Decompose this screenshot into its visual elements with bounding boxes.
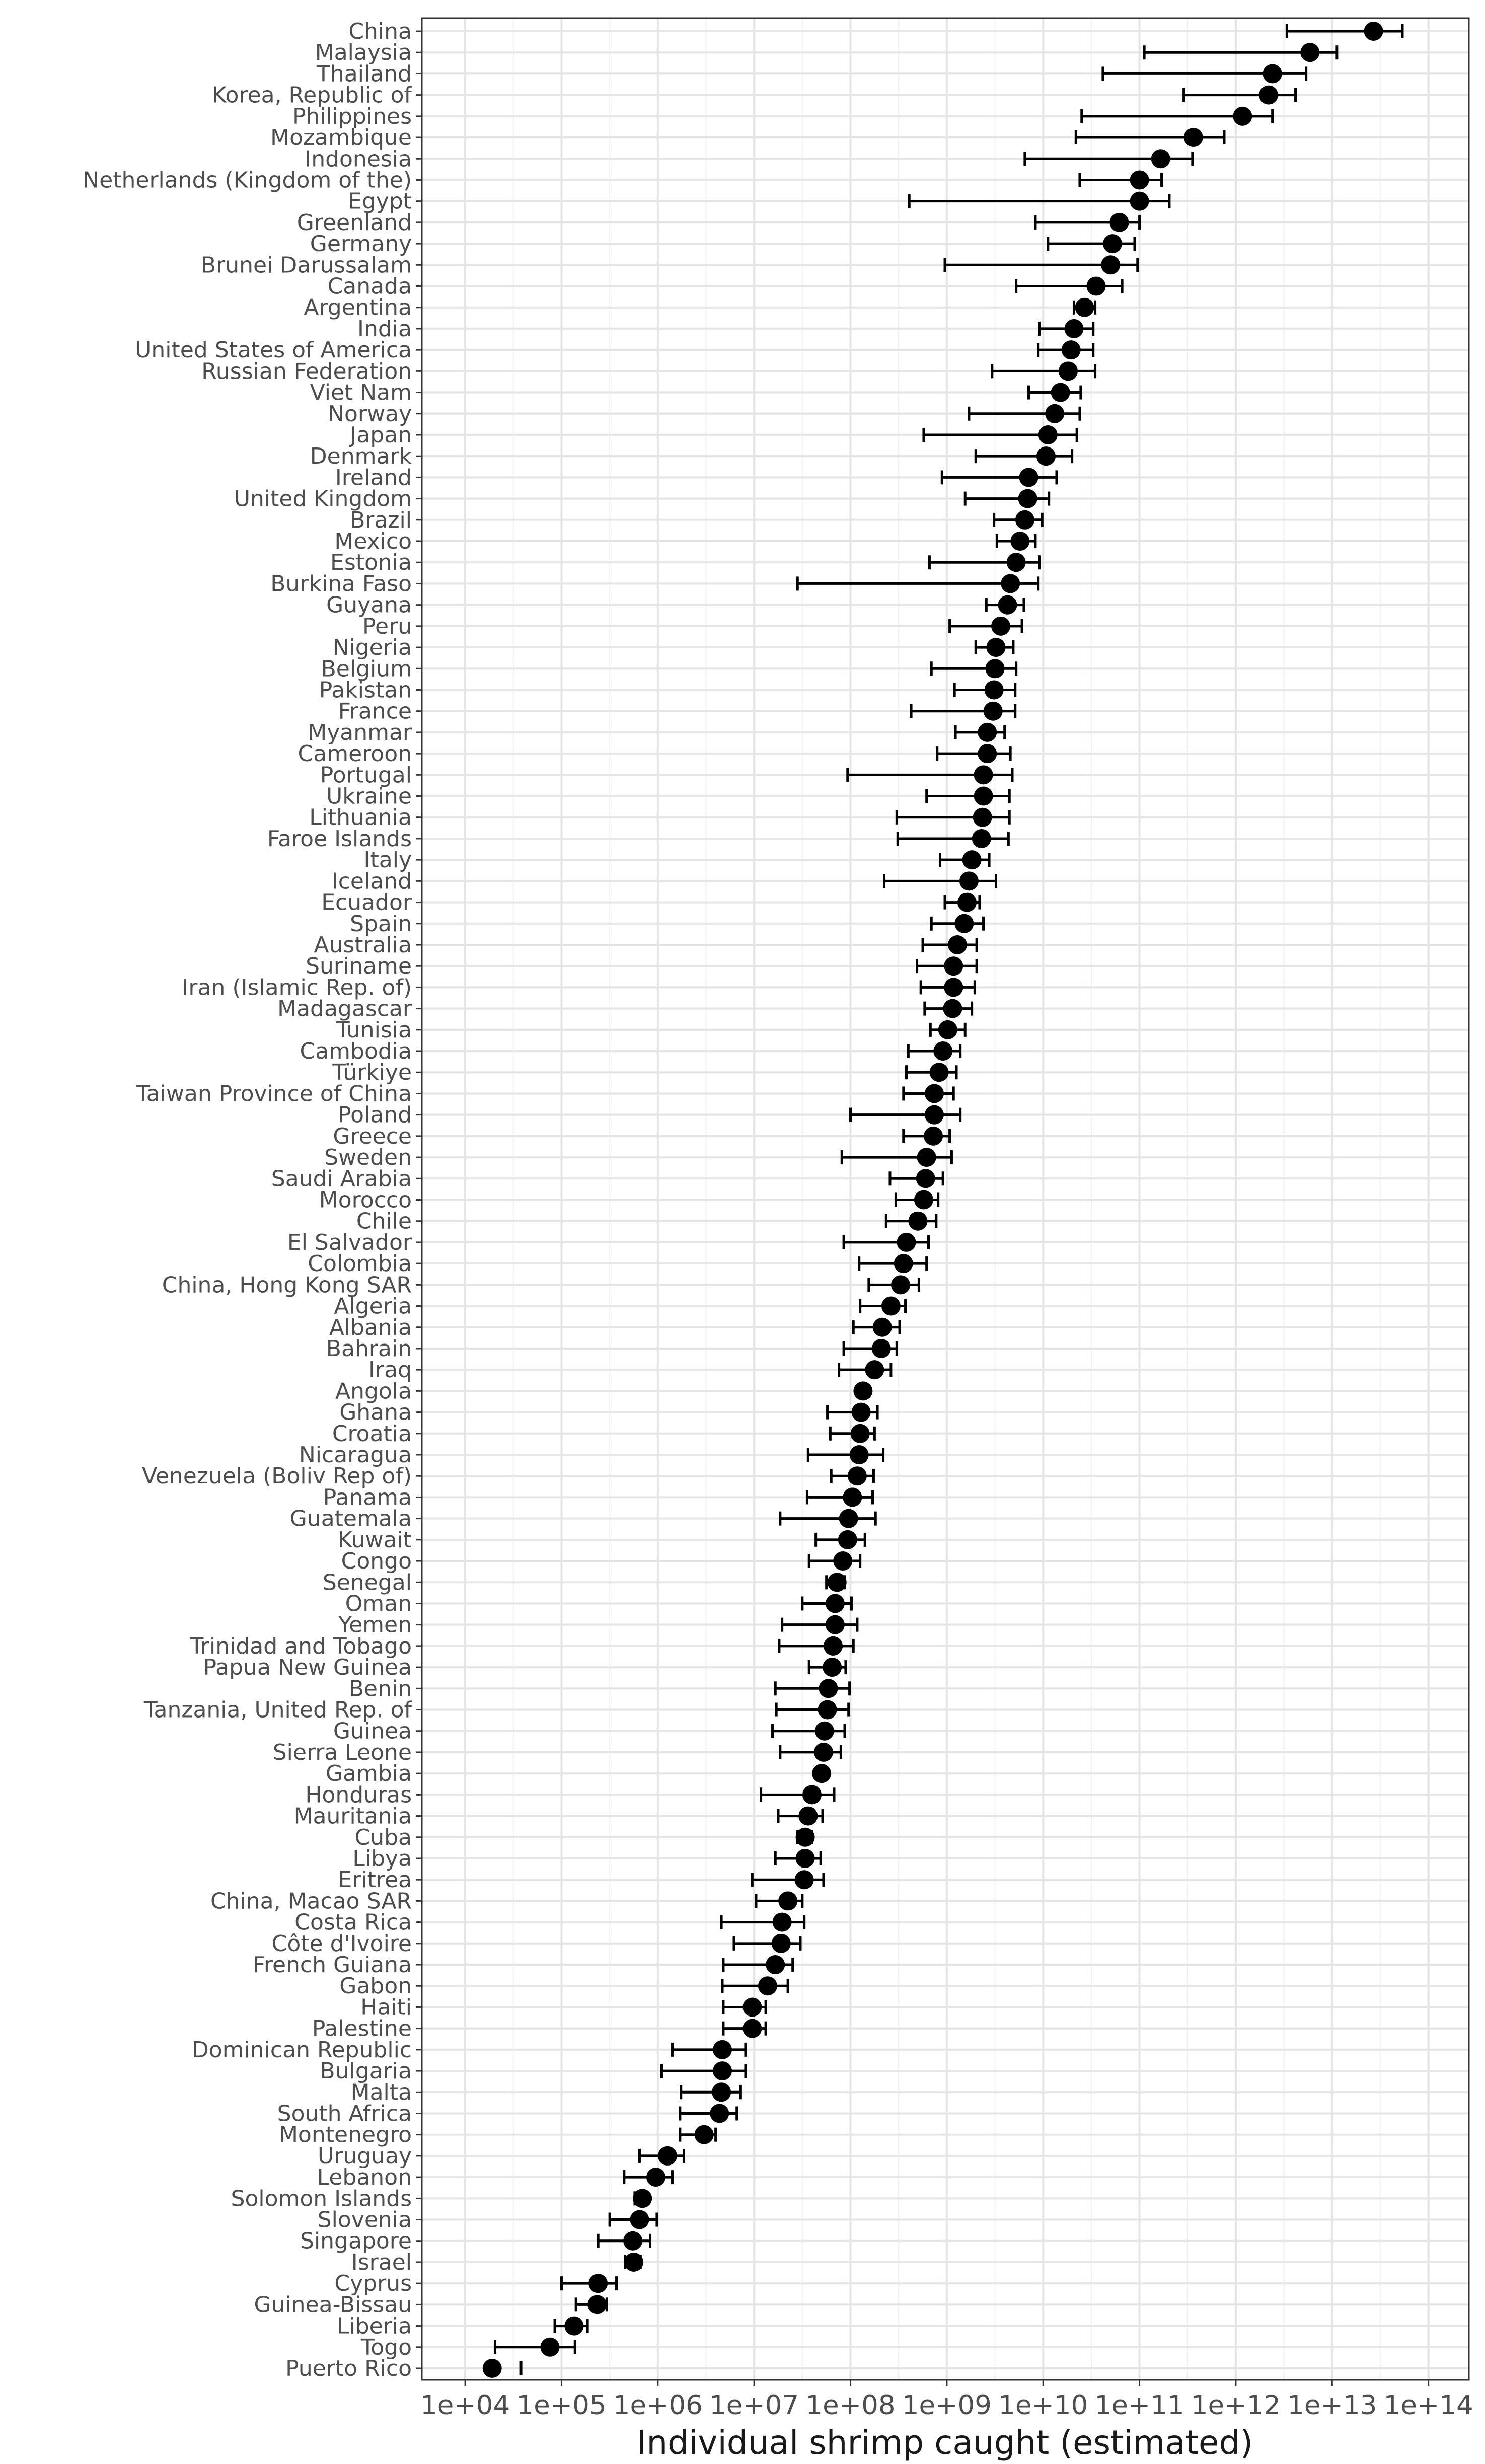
- y-tick-label: Honduras: [305, 1782, 412, 1808]
- y-tick-label: Benin: [348, 1676, 412, 1702]
- y-tick-label: Papua New Guinea: [203, 1655, 412, 1681]
- y-tick-label: Faroe Islands: [267, 826, 412, 852]
- data-point: [1130, 192, 1149, 211]
- y-tick-label: Panama: [323, 1484, 412, 1511]
- data-point: [991, 617, 1010, 636]
- y-tick-label: Puerto Rico: [285, 2356, 412, 2381]
- y-tick-label: Saudi Arabia: [271, 1166, 412, 1192]
- y-tick-label: Nicaragua: [299, 1442, 412, 1468]
- data-point: [587, 2295, 607, 2314]
- data-point: [742, 2019, 762, 2038]
- data-point: [1103, 234, 1122, 253]
- data-point: [796, 1828, 815, 1847]
- data-point: [814, 1743, 833, 1762]
- data-point: [588, 2274, 608, 2293]
- data-point: [959, 871, 979, 890]
- data-point: [633, 2189, 652, 2208]
- y-tick-label: Korea, Republic of: [211, 82, 412, 108]
- data-point: [1300, 43, 1319, 62]
- y-tick-label: Iran (Islamic Rep. of): [182, 975, 412, 1001]
- y-tick-label: Haiti: [360, 1994, 412, 2021]
- data-point: [851, 1424, 870, 1443]
- data-point: [985, 680, 1004, 699]
- data-point: [1259, 86, 1278, 105]
- y-tick-label: Yemen: [338, 1612, 412, 1638]
- y-tick-label: Guinea-Bissau: [254, 2292, 412, 2318]
- data-point: [973, 808, 992, 827]
- data-point: [823, 1658, 842, 1677]
- x-tick-label: 1e+04: [420, 2390, 510, 2421]
- y-tick-label: China: [348, 19, 412, 44]
- y-tick-label: Colombia: [308, 1251, 412, 1277]
- y-tick-label: Madagascar: [277, 996, 412, 1022]
- data-point: [713, 2040, 732, 2059]
- data-point: [1015, 510, 1034, 530]
- data-point: [1233, 107, 1252, 126]
- data-point: [894, 1254, 913, 1273]
- y-tick-label: South Africa: [277, 2101, 412, 2127]
- y-tick-label: Guinea: [333, 1718, 412, 1744]
- y-tick-label: Pakistan: [319, 677, 412, 703]
- data-point: [828, 1573, 847, 1592]
- data-point: [1019, 468, 1038, 487]
- y-tick-label: Mexico: [334, 529, 412, 555]
- y-tick-label: Singapore: [300, 2228, 412, 2254]
- data-point: [712, 2082, 731, 2102]
- data-point: [1263, 64, 1282, 83]
- data-point: [897, 1233, 916, 1252]
- y-tick-label: Cambodia: [300, 1038, 412, 1065]
- y-tick-label: Eritrea: [338, 1867, 412, 1893]
- y-tick-label: Canada: [327, 273, 412, 300]
- data-point: [713, 2061, 732, 2080]
- y-tick-label: Ireland: [335, 465, 412, 491]
- data-point: [944, 956, 963, 976]
- y-tick-label: Greenland: [296, 209, 412, 236]
- y-tick-label: Japan: [350, 422, 412, 448]
- y-tick-label: Burkina Faso: [270, 571, 412, 597]
- data-point: [1109, 213, 1129, 232]
- data-point: [933, 1041, 952, 1061]
- data-point: [848, 1466, 867, 1485]
- x-tick-label: 1e+14: [1383, 2390, 1473, 2421]
- y-tick-label: Belgium: [321, 656, 412, 682]
- y-tick-label: Congo: [341, 1548, 412, 1575]
- y-tick-label: United States of America: [135, 337, 412, 363]
- x-axis-tick-labels: [420, 2390, 1473, 2421]
- y-tick-label: Senegal: [322, 1570, 412, 1596]
- y-tick-label: Côte d'Ivoire: [271, 1930, 412, 1957]
- y-tick-label: Viet Nam: [310, 380, 412, 406]
- data-point: [624, 2253, 643, 2272]
- data-point: [1007, 553, 1026, 572]
- data-point: [843, 1487, 862, 1507]
- data-point: [796, 1849, 815, 1868]
- data-point: [798, 1807, 818, 1826]
- data-point: [938, 1020, 957, 1039]
- data-point: [891, 1275, 910, 1294]
- y-tick-label: Mozambique: [270, 125, 412, 151]
- y-tick-label: Iceland: [331, 868, 412, 894]
- data-point: [1036, 446, 1056, 466]
- y-tick-label: Lithuania: [309, 804, 412, 831]
- y-tick-label: Sierra Leone: [272, 1739, 412, 1765]
- data-point: [1059, 361, 1078, 381]
- y-tick-label: China, Hong Kong SAR: [162, 1272, 412, 1298]
- y-tick-label: Cameroon: [298, 741, 412, 767]
- data-point: [1038, 425, 1058, 444]
- data-point: [872, 1339, 891, 1358]
- data-point: [986, 659, 1005, 678]
- data-point: [838, 1530, 857, 1549]
- data-point: [943, 999, 962, 1018]
- data-point: [623, 2231, 642, 2251]
- y-tick-label: Ukraine: [326, 783, 412, 809]
- y-tick-label: Cyprus: [334, 2271, 412, 2297]
- y-tick-label: China, Macao SAR: [210, 1888, 412, 1914]
- data-point: [839, 1509, 858, 1528]
- data-point: [873, 1318, 892, 1337]
- x-tick-label: 1e+08: [805, 2390, 896, 2421]
- y-tick-label: Italy: [363, 847, 412, 873]
- y-tick-label: Sweden: [324, 1145, 412, 1171]
- x-axis-title: Individual shrimp caught (estimated): [636, 2423, 1253, 2462]
- data-point: [962, 850, 982, 869]
- x-tick-label: 1e+07: [709, 2390, 799, 2421]
- data-point: [925, 1105, 944, 1125]
- y-tick-label: Gambia: [325, 1761, 412, 1787]
- y-tick-label: Denmark: [310, 443, 412, 470]
- y-tick-label: Egypt: [348, 188, 412, 214]
- data-point: [984, 702, 1003, 721]
- data-point: [710, 2104, 729, 2123]
- data-point: [944, 978, 963, 997]
- y-tick-label: Venezuela (Boliv Rep of): [142, 1463, 412, 1489]
- data-point: [795, 1870, 814, 1889]
- data-point: [646, 2168, 665, 2187]
- data-point: [998, 595, 1017, 615]
- y-tick-label: Tunisia: [336, 1017, 412, 1043]
- data-point: [914, 1190, 933, 1210]
- data-point: [742, 1997, 762, 2017]
- y-tick-label: Costa Rica: [294, 1909, 412, 1935]
- y-tick-label: Estonia: [330, 550, 412, 576]
- data-point: [853, 1381, 872, 1400]
- x-tick-label: 1e+05: [516, 2390, 607, 2421]
- y-tick-label: United Kingdom: [234, 486, 412, 512]
- data-point: [850, 1445, 869, 1464]
- data-point: [766, 1955, 785, 1974]
- y-tick-label: El Salvador: [287, 1229, 412, 1255]
- x-tick-label: 1e+11: [1094, 2390, 1184, 2421]
- y-tick-label: Mauritania: [293, 1803, 412, 1829]
- y-tick-label: Angola: [335, 1378, 412, 1404]
- y-tick-label: Thailand: [317, 61, 412, 87]
- data-point: [986, 638, 1005, 657]
- y-tick-label: Palestine: [312, 2015, 412, 2042]
- data-point: [948, 935, 967, 954]
- data-point: [773, 1913, 792, 1932]
- data-point: [815, 1722, 834, 1741]
- data-point: [1130, 170, 1149, 189]
- data-point: [974, 765, 993, 784]
- data-point: [1018, 489, 1037, 508]
- y-tick-label: Libya: [352, 1845, 412, 1872]
- y-tick-label: Liberia: [336, 2313, 412, 2339]
- data-point: [1001, 574, 1020, 593]
- data-point: [564, 2317, 583, 2336]
- data-point: [1064, 319, 1083, 338]
- x-tick-label: 1e+12: [1191, 2390, 1281, 2421]
- data-point: [1051, 383, 1070, 402]
- data-point: [957, 893, 977, 912]
- y-tick-label: Israel: [351, 2249, 412, 2275]
- y-tick-label: Norway: [328, 401, 412, 427]
- data-point: [1184, 128, 1203, 147]
- data-point: [540, 2338, 559, 2357]
- y-tick-label: Tanzania, United Rep. of: [143, 1697, 412, 1723]
- y-tick-label: Argentina: [304, 294, 412, 321]
- data-point: [852, 1403, 871, 1422]
- y-tick-label: Australia: [314, 932, 412, 958]
- y-tick-label: Russian Federation: [201, 358, 412, 385]
- y-tick-label: Oman: [345, 1591, 412, 1617]
- y-tick-label: Myanmar: [308, 719, 412, 745]
- x-tick-label: 1e+13: [1287, 2390, 1377, 2421]
- data-point: [954, 914, 974, 933]
- data-point: [916, 1169, 935, 1188]
- data-point: [826, 1594, 845, 1613]
- y-tick-label: Taiwan Province of China: [136, 1081, 412, 1107]
- data-point: [630, 2210, 649, 2229]
- y-tick-label: Suriname: [306, 953, 412, 980]
- data-point: [974, 787, 993, 806]
- data-point: [812, 1764, 831, 1783]
- y-tick-label: Portugal: [320, 762, 412, 788]
- data-point: [1010, 532, 1029, 551]
- y-tick-label: Trinidad and Tobago: [190, 1633, 412, 1659]
- y-tick-label: Malta: [350, 2079, 412, 2106]
- y-tick-label: Uruguay: [318, 2143, 412, 2169]
- y-tick-label: Nigeria: [332, 635, 412, 661]
- data-point: [658, 2146, 677, 2166]
- data-point: [826, 1615, 845, 1634]
- x-tick-label: 1e+06: [613, 2390, 703, 2421]
- data-point: [772, 1934, 791, 1953]
- data-point: [917, 1148, 936, 1167]
- data-point: [818, 1700, 837, 1720]
- data-point: [908, 1212, 927, 1231]
- y-tick-label: Montenegro: [278, 2122, 412, 2148]
- y-tick-label: Netherlands (Kingdom of the): [83, 167, 412, 193]
- y-tick-label: India: [357, 316, 412, 342]
- y-tick-label: Ecuador: [321, 889, 412, 916]
- data-point: [1364, 22, 1383, 41]
- y-tick-label: Peru: [362, 613, 412, 639]
- data-point: [1045, 404, 1064, 423]
- y-tick-label: Greece: [333, 1123, 412, 1149]
- data-point: [972, 829, 991, 848]
- y-tick-label: Solomon Islands: [231, 2186, 412, 2212]
- data-point: [1075, 298, 1094, 317]
- data-point: [925, 1084, 944, 1103]
- y-tick-label: Bulgaria: [320, 2058, 412, 2084]
- y-tick-label: Iraq: [368, 1357, 412, 1383]
- data-point: [802, 1785, 822, 1804]
- y-tick-label: Togo: [360, 2334, 412, 2360]
- data-point: [1086, 277, 1105, 296]
- y-tick-label: Croatia: [332, 1421, 412, 1447]
- data-point: [1062, 340, 1081, 359]
- y-tick-label: Bahrain: [326, 1335, 412, 1362]
- data-point: [1101, 255, 1120, 274]
- data-point: [824, 1636, 843, 1656]
- y-tick-label: Guatemala: [289, 1506, 412, 1532]
- data-point: [865, 1360, 884, 1379]
- y-tick-label: Guyana: [326, 592, 412, 618]
- y-tick-label: Kuwait: [338, 1527, 412, 1553]
- y-tick-label: Brazil: [350, 507, 412, 533]
- data-point: [483, 2359, 502, 2378]
- y-tick-label: Lebanon: [317, 2164, 412, 2191]
- y-tick-label: Slovenia: [317, 2207, 412, 2233]
- y-tick-label: Philippines: [292, 103, 412, 129]
- y-tick-label: Brunei Darussalam: [200, 252, 412, 278]
- y-tick-label: Algeria: [334, 1293, 412, 1319]
- data-point: [778, 1891, 797, 1910]
- y-tick-label: Germany: [310, 231, 412, 257]
- y-tick-label: Poland: [338, 1102, 412, 1128]
- x-tick-label: 1e+09: [902, 2390, 992, 2421]
- data-point: [819, 1679, 838, 1698]
- data-point: [930, 1063, 949, 1082]
- y-tick-label: French Guiana: [252, 1952, 412, 1978]
- y-tick-label: France: [338, 698, 412, 724]
- data-point: [695, 2125, 714, 2144]
- y-tick-label: Spain: [350, 911, 412, 937]
- data-point: [978, 744, 997, 763]
- y-tick-label: Indonesia: [305, 146, 412, 172]
- y-tick-label: Dominican Republic: [191, 2037, 412, 2063]
- y-tick-label: Gabon: [339, 1973, 412, 1999]
- y-tick-label: Malaysia: [315, 40, 412, 66]
- x-tick-label: 1e+10: [998, 2390, 1088, 2421]
- data-point: [978, 723, 997, 742]
- data-point: [758, 1976, 777, 1995]
- y-tick-label: Morocco: [319, 1187, 412, 1213]
- y-tick-label: Türkiye: [332, 1060, 412, 1086]
- data-point: [1151, 149, 1170, 168]
- y-tick-label: Chile: [356, 1208, 412, 1234]
- y-tick-label: Cuba: [354, 1824, 412, 1850]
- y-tick-label: Albania: [329, 1314, 412, 1340]
- data-point: [833, 1551, 852, 1571]
- y-tick-label: Ghana: [339, 1399, 412, 1426]
- data-point: [924, 1127, 943, 1146]
- data-point: [881, 1297, 901, 1316]
